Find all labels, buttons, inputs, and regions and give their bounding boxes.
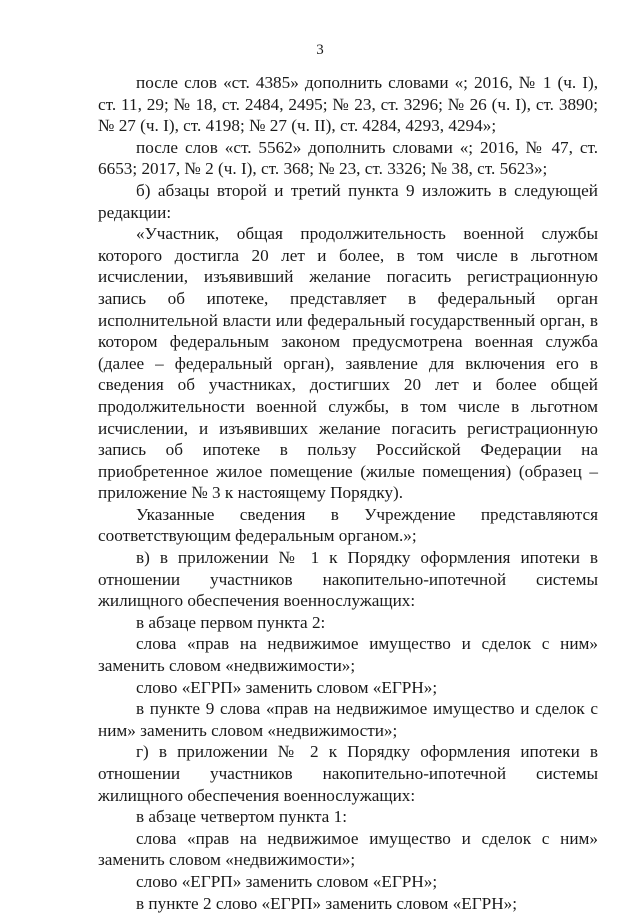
paragraph: в абзаце первом пункта 2: <box>136 612 326 632</box>
paragraph: слово «ЕГРП» заменить словом «ЕГРН»; <box>136 677 438 697</box>
paragraph: г) в приложении № 2 к Порядку оформления ипотеки в отношении участников накопительно-ипотечной системы жилищного обеспечения военнослужащих: <box>98 742 598 805</box>
paragraph: после слов «ст. 5562» дополнить словами «; 2016, № 47, ст. 6653; 2017, № 2 (ч. I), ст. 368; № 23, ст. 3326; № 38, ст. 5623»; <box>98 137 598 179</box>
paragraph: в абзаце четвертом пункта 1: <box>136 807 347 827</box>
document-body <box>98 72 598 914</box>
paragraph: в пункте 9 слова «прав на недвижимое имущество и сделок с ним» заменить словом «недвижимости»; <box>98 699 598 740</box>
paragraph: б) абзацы второй и третий пункта 9 изложить в следующей редакции: <box>98 180 598 222</box>
paragraph: слова «прав на недвижимое имущество и сделок с ним» заменить словом «недвижимости»; <box>98 828 598 870</box>
paragraph: «Участник, общая продолжительность военной службы которого достигла 20 лет и более, в том числе в льготном исчислении, изъявивший желание погасить регистрационную запись об ипотеке, представляет в федеральный орган исполнительной власти или федеральный государственный орган, в котором федеральным законом предусмотрена военная служба (далее – федеральный орган), заявление для включения его в сведения об участниках, достигших 20 лет и более общей продолжительности военной службы, в том числе в льготном исчислении, и изъявивших желание погасить регистрационную запись об ипотеке в пользу Российской Федерации на приобретенное жилое помещение (жилые помещения) (образец – приложение № 3 к настоящему Порядку). <box>98 224 598 503</box>
paragraph: после слов «ст. 4385» дополнить словами «; 2016, № 1 (ч. I), ст. 11, 29; № 18, ст. 2484, 2495; № 23, ст. 3296; № 26 (ч. I), ст. 3890; № 27 (ч. I), ст. 4198; № 27 (ч. II), ст. 4284, 4293, 4294»; <box>98 73 598 136</box>
paragraph: в пункте 2 слово «ЕГРП» заменить словом «ЕГРН»; <box>136 893 518 913</box>
paragraph: Указанные сведения в Учреждение представляются соответствующим федеральным органом.»; <box>98 504 598 546</box>
paragraph: в) в приложении № 1 к Порядку оформления ипотеки в отношении участников накопительно-ипотечной системы жилищного обеспечения военнослужащих: <box>98 548 598 611</box>
paragraph: слова «прав на недвижимое имущество и сделок с ним» заменить словом «недвижимости»; <box>98 634 598 676</box>
paragraph: слово «ЕГРП» заменить словом «ЕГРН»; <box>136 871 438 891</box>
page-number: 3 <box>316 42 324 58</box>
